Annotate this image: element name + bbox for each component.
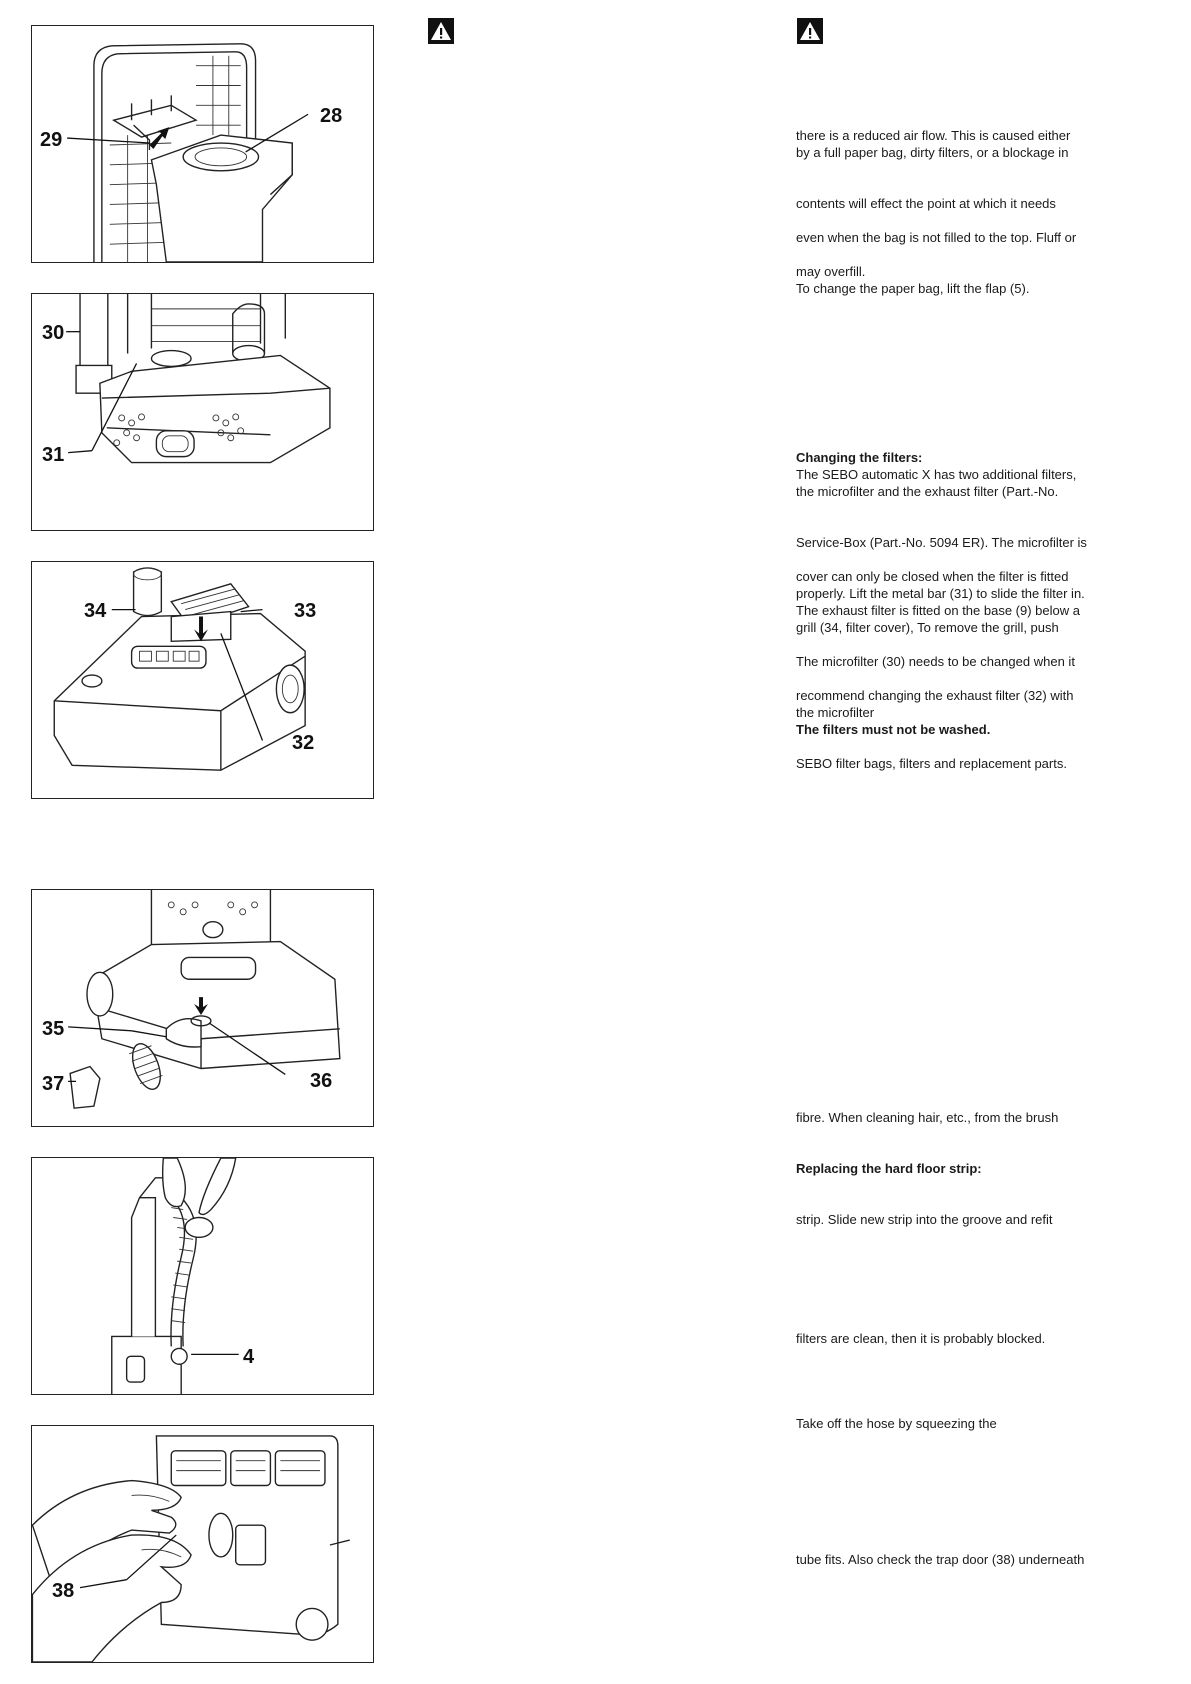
section-heading-filters: Changing the filters: bbox=[796, 450, 923, 465]
figure-microfilter bbox=[31, 293, 374, 531]
text-line: there is a reduced air flow. This is caused either bbox=[796, 128, 1071, 143]
text-line: fibre. When cleaning hair, etc., from the brush bbox=[796, 1110, 1059, 1125]
text-line: even when the bag is not filled to the top. Fluff or bbox=[796, 230, 1077, 245]
callout-28: 28 bbox=[320, 105, 343, 127]
callout-32: 32 bbox=[292, 732, 315, 754]
callout-36: 36 bbox=[310, 1070, 333, 1092]
figure-exhaust-filter bbox=[31, 561, 374, 799]
callout-30: 30 bbox=[42, 322, 65, 344]
warning-no-wash: The filters must not be washed. bbox=[796, 722, 991, 737]
figure-trap-door bbox=[31, 1425, 374, 1663]
callout-34: 34 bbox=[84, 600, 107, 622]
warning-triangle-icon bbox=[428, 18, 454, 44]
text-line: by a full paper bag, dirty filters, or a blockage in bbox=[796, 145, 1069, 160]
callout-38: 38 bbox=[52, 1580, 75, 1602]
text-line: The microfilter (30) needs to be changed when it bbox=[796, 654, 1075, 669]
text-line: The SEBO automatic X has two additional filters, bbox=[796, 467, 1077, 482]
callout-31: 31 bbox=[42, 444, 65, 466]
text-line: the microfilter bbox=[796, 705, 875, 720]
bag-compartment-illustration bbox=[32, 26, 373, 262]
text-line: To change the paper bag, lift the flap (5). bbox=[796, 281, 1030, 296]
figure-bag-compartment bbox=[31, 25, 374, 263]
text-line: may overfill. bbox=[796, 264, 866, 279]
callout-33: 33 bbox=[294, 600, 317, 622]
figure-hose bbox=[31, 1157, 374, 1395]
text-line: contents will effect the point at which it needs bbox=[796, 196, 1056, 211]
text-line: filters are clean, then it is probably blocked. bbox=[796, 1331, 1046, 1346]
text-line: SEBO filter bags, filters and replacement parts. bbox=[796, 756, 1067, 771]
text-line: the microfilter and the exhaust filter (Part.-No. bbox=[796, 484, 1059, 499]
exhaust-filter-illustration bbox=[32, 562, 373, 798]
text-line: The exhaust filter is fitted on the base (9) below a bbox=[796, 603, 1080, 618]
text-line: cover can only be closed when the filter is fitted bbox=[796, 569, 1069, 584]
warning-triangle-icon bbox=[797, 18, 823, 44]
text-line: properly. Lift the metal bar (31) to slide the filter in. bbox=[796, 586, 1085, 601]
figure-brush-roller bbox=[31, 889, 374, 1127]
section-heading-hard-floor-strip: Replacing the hard floor strip: bbox=[796, 1161, 982, 1176]
text-line: tube fits. Also check the trap door (38) underneath bbox=[796, 1552, 1085, 1567]
trap-door-illustration bbox=[32, 1426, 373, 1662]
text-line: strip. Slide new strip into the groove and refit bbox=[796, 1212, 1053, 1227]
text-line: recommend changing the exhaust filter (32) with bbox=[796, 688, 1074, 703]
callout-35: 35 bbox=[42, 1018, 65, 1040]
text-line: Service-Box (Part.-No. 5094 ER). The microfilter is bbox=[796, 535, 1087, 550]
callout-29: 29 bbox=[40, 129, 63, 151]
callout-37: 37 bbox=[42, 1073, 65, 1095]
callout-4: 4 bbox=[243, 1346, 255, 1368]
microfilter-illustration bbox=[32, 294, 373, 530]
text-line: grill (34, filter cover), To remove the grill, push bbox=[796, 620, 1059, 635]
hose-illustration bbox=[32, 1158, 373, 1394]
text-line: Take off the hose by squeezing the bbox=[796, 1416, 997, 1431]
